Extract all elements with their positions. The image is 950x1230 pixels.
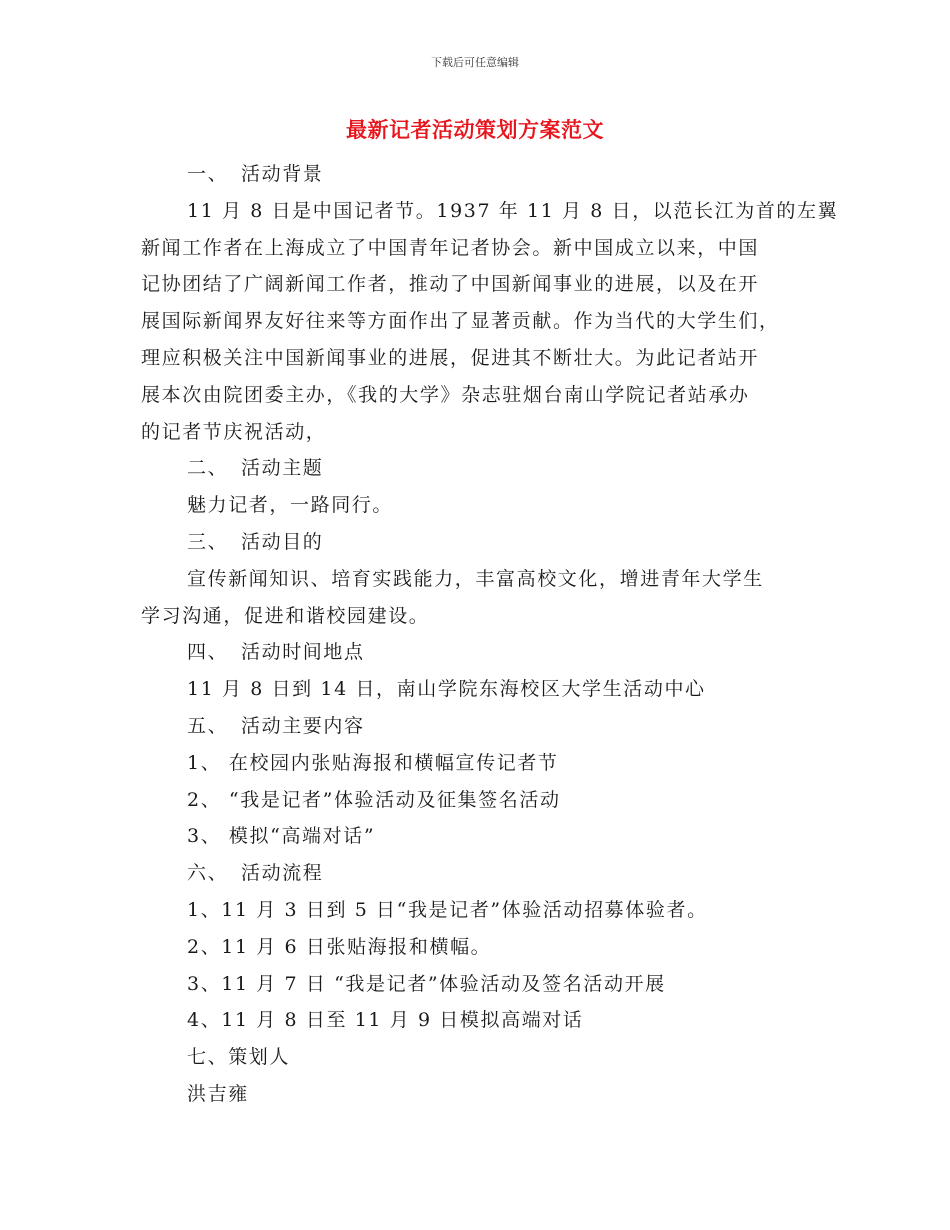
list-item: 1、11 月 3 日到 5 日“我是记者”体验活动招募体验者。: [187, 898, 708, 921]
paragraph-line: 学习沟通，促进和谐校园建设。: [141, 604, 430, 627]
section-title: 活动背景: [241, 163, 324, 185]
section-number: 四、: [187, 641, 229, 664]
paragraph-line: 展国际新闻界友好往来等方面作出了显著贡献。作为当代的大学生们，: [141, 310, 780, 333]
section-title: 活动主题: [241, 457, 324, 480]
section-heading-process: [141, 855, 821, 892]
paragraph-line: 记协团结了广阔新闻工作者，推动了中国新闻事业的进展，以及在开: [141, 273, 760, 296]
header-note: 下载后可任意编辑: [431, 56, 519, 69]
section-heading-content: [141, 708, 821, 745]
section-title: 活动目的: [241, 530, 324, 553]
section-heading-background: [141, 156, 821, 193]
list-item: 3、 模拟“高端对话”: [187, 825, 376, 848]
list-item: 2、 “我是记者”体验活动及征集签名活动: [187, 788, 561, 811]
list-item: 1、 在校园内张贴海报和横幅宣传记者节: [187, 751, 559, 774]
section-title: 活动主要内容: [241, 714, 365, 737]
section-number: 三、: [187, 530, 229, 553]
section-number: 六、: [187, 862, 229, 885]
paragraph-line: 的记者节庆祝活动，: [141, 420, 327, 443]
section-heading-purpose: [141, 524, 821, 561]
paragraph-line: 展本次由院团委主办，《我的大学》杂志驻烟台南山学院记者站承办: [141, 383, 750, 406]
paragraph-line: 11 月 8 日是中国记者节。1937 年 11 月 8 日，以范长江为首的左翼: [187, 199, 839, 222]
section-heading-time-place: [141, 634, 821, 671]
section-number: 二、: [187, 457, 229, 480]
section-heading-theme: [141, 450, 821, 487]
section-number: 一、: [187, 163, 229, 185]
section-number: 五、: [187, 714, 229, 737]
paragraph-line: 新闻工作者在上海成立了中国青年记者协会。新中国成立以来，中国: [141, 236, 760, 259]
section-title: 活动时间地点: [241, 641, 365, 664]
paragraph-line: 理应积极关注中国新闻事业的进展，促进其不断壮大。为此记者站开: [141, 346, 760, 369]
section-heading-planner: 七、策划人: [187, 1046, 291, 1069]
list-item: 3、11 月 7 日 “我是记者”体验活动及签名活动开展: [187, 972, 666, 995]
list-item: 4、11 月 8 日至 11 月 9 日模拟高端对话: [187, 1009, 584, 1032]
document-title: 最新记者活动策划方案范文: [346, 118, 604, 142]
paragraph-line: 宣传新闻知识、培育实践能力，丰富高校文化，增进青年大学生: [187, 567, 764, 590]
planner-name: 洪吉雍: [187, 1082, 249, 1105]
list-item: 2、11 月 6 日张贴海报和横幅。: [187, 935, 492, 958]
document-body: [141, 156, 839, 1113]
section-title: 活动流程: [241, 862, 324, 885]
paragraph-line: 魅力记者，一路同行。: [187, 494, 394, 517]
paragraph-line: 11 月 8 日到 14 日，南山学院东海校区大学生活动中心: [187, 678, 706, 701]
